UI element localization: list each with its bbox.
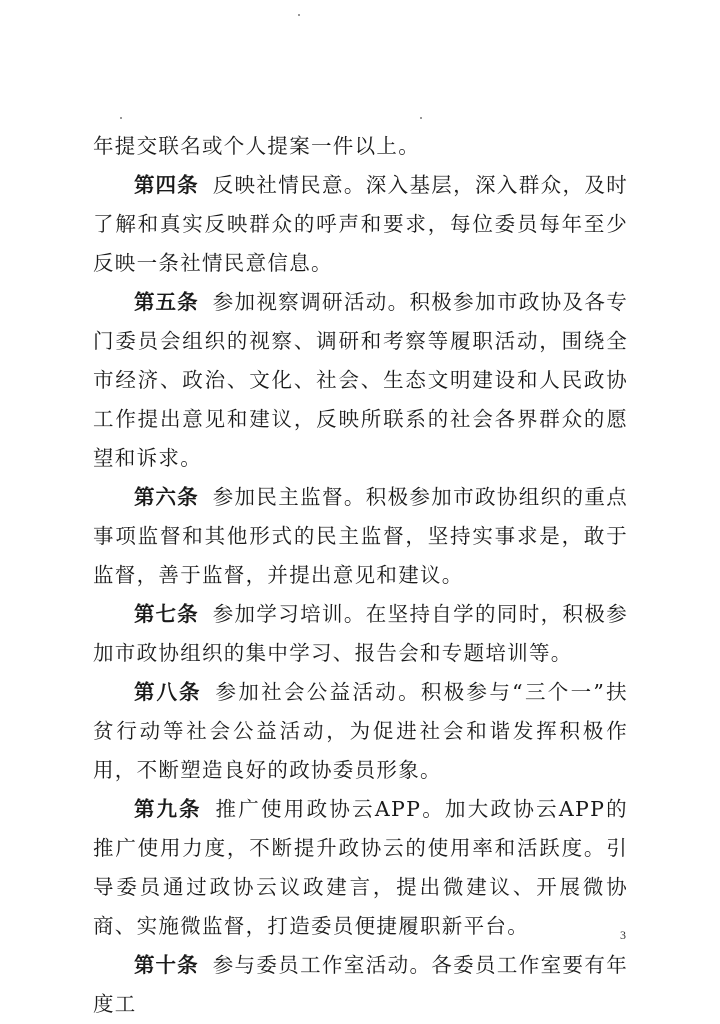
article-heading: 第五条 — [134, 290, 199, 314]
article-body: 参与委员工作室活动。各委员工作室要有年度工 — [93, 953, 628, 1016]
article-heading: 第十条 — [134, 953, 199, 977]
article-6 — [93, 478, 628, 595]
article-heading: 第四条 — [134, 173, 199, 197]
article-heading: 第六条 — [134, 485, 199, 509]
article-heading: 第八条 — [134, 680, 202, 704]
article-body: 参加视察调研活动。积极参加市政协及各专门委员会组织的视察、调研和考察等履职活动，围绕全市经济、政治、文化、社会、生态文明建设和人民政协工作提出意见和建议，反映所联系的社会各界群众的愿望和诉求。 — [93, 290, 628, 470]
article-body: 推广使用政协云APP。加大政协云APP的推广使用力度，不断提升政协云的使用率和活跃度。引导委员通过政协云议政建言，提出微建议、开展微协商、实施微监督，打造委员便捷履职新平台。 — [93, 797, 628, 938]
article-body: 参加学习培训。在坚持自学的同时，积极参加市政协组织的集中学习、报告会和专题培训等。 — [93, 602, 628, 665]
article-body: 参加社会公益活动。积极参与“三个一”扶贫行动等社会公益活动，为促进社会和谐发挥积极作用，不断塑造良好的政协委员形象。 — [93, 680, 628, 782]
scan-speck — [420, 117, 422, 119]
continuation-paragraph — [93, 127, 628, 166]
article-body: 反映社情民意。深入基层，深入群众，及时了解和真实反映群众的呼声和要求，每位委员每年至少反映一条社情民意信息。 — [93, 173, 628, 275]
article-9 — [93, 790, 628, 946]
article-5 — [93, 283, 628, 478]
page-number: 3 — [620, 928, 626, 942]
article-10 — [93, 946, 628, 1024]
scan-speck — [120, 117, 122, 119]
document-body — [93, 127, 628, 1024]
article-7 — [93, 595, 628, 673]
article-heading: 第九条 — [134, 797, 202, 821]
article-body: 参加民主监督。积极参加市政协组织的重点事项监督和其他形式的民主监督，坚持实事求是，敢于监督，善于监督，并提出意见和建议。 — [93, 485, 628, 587]
scan-speck — [298, 14, 300, 16]
continuation-text: 年提交联名或个人提案一件以上。 — [93, 134, 420, 158]
article-heading: 第七条 — [134, 602, 199, 626]
article-4 — [93, 166, 628, 283]
article-8 — [93, 673, 628, 790]
